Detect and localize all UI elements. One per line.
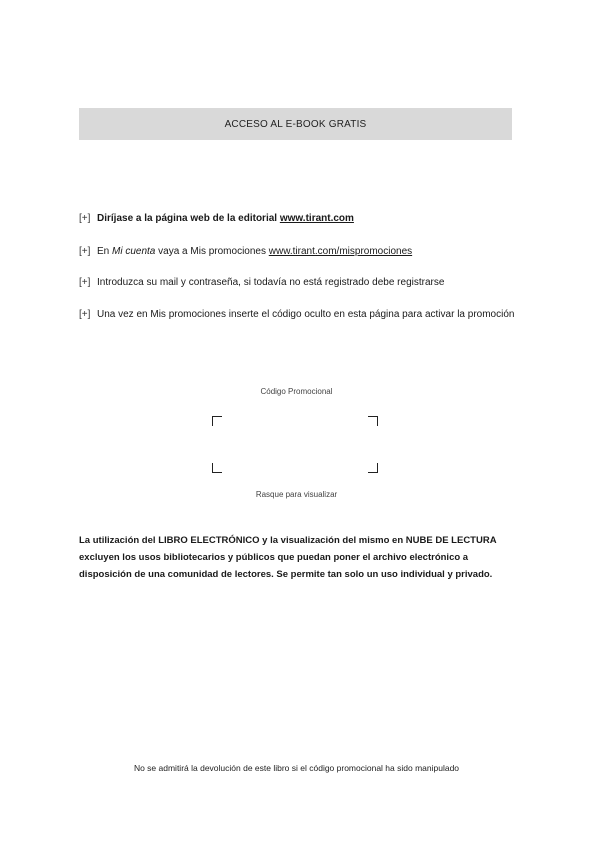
notice-text: y la visualización del mismo en — [259, 535, 406, 546]
usage-notice — [79, 532, 519, 583]
scratch-corner-bottom-right — [368, 463, 378, 473]
header-bar — [79, 108, 512, 140]
scratch-hint: Rasque para visualizar — [255, 490, 338, 499]
scratch-corner-top-right — [368, 416, 378, 426]
step-1 — [79, 211, 519, 227]
promo-code-label: Código Promocional — [260, 387, 333, 396]
step-text: vaya a Mis promociones — [155, 246, 269, 257]
notice-text: La utilización del — [79, 535, 159, 546]
step-3 — [79, 275, 519, 291]
notice-text: excluyen los usos bibliotecarios y públicos que puedan poner el archivo electrónico a disposición de una comunidad de lectores. Se permite tan solo un uso individual y privado. — [79, 552, 493, 580]
tirant-link[interactable]: www.tirant.com — [279, 213, 354, 224]
scratch-corner-top-left — [212, 416, 222, 426]
step-marker: [+] — [79, 277, 91, 288]
notice-cloud: NUBE DE LECTURA — [405, 535, 497, 546]
step-4 — [79, 307, 519, 323]
header-title: ACCESO AL E-BOOK GRATIS — [224, 118, 367, 130]
footer-note: No se admitirá la devolución de este libro si el código promocional ha sido manipulado — [133, 763, 460, 773]
step-text: Diríjase a la página web de la editorial — [97, 213, 280, 224]
mispromociones-link[interactable]: www.tirant.com/mispromociones — [268, 246, 413, 257]
scratch-corner-bottom-left — [212, 463, 222, 473]
step-2 — [79, 244, 519, 260]
step-prefix: En — [97, 246, 113, 257]
step-text: Una vez en Mis promociones inserte el código oculto en esta página para activar la promoción — [97, 309, 515, 320]
step-marker: [+] — [79, 213, 91, 224]
notice-ebook: LIBRO ELECTRÓNICO — [158, 535, 260, 546]
step-italic: Mi cuenta — [112, 246, 156, 257]
step-text: Introduzca su mail y contraseña, si todavía no está registrado debe registrarse — [97, 277, 445, 288]
step-marker: [+] — [79, 246, 91, 257]
step-marker: [+] — [79, 309, 91, 320]
